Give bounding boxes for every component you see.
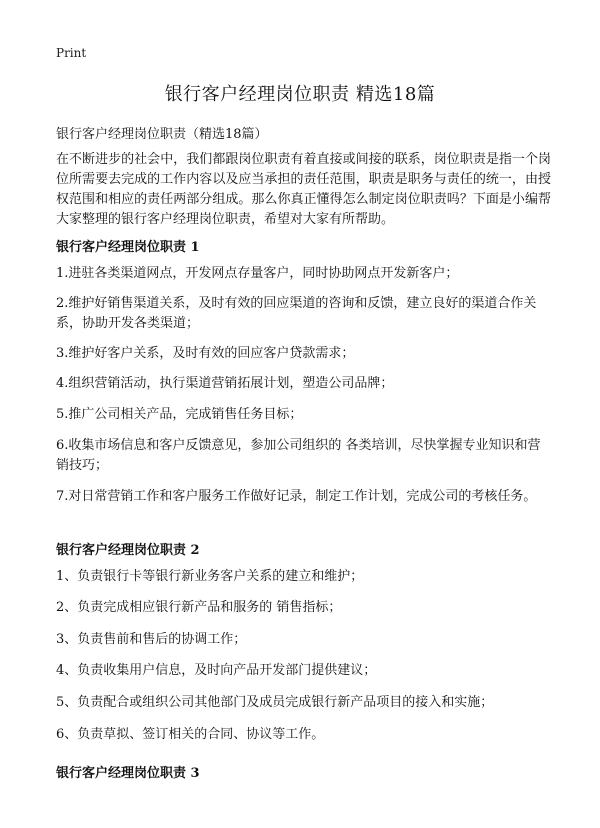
list-item: 1、负责银行卡等银行新业务客户关系的建立和维护； bbox=[56, 569, 364, 584]
list-item: 4.组织营销活动，执行渠道营销拓展计划，塑造公司品牌； bbox=[56, 376, 394, 391]
list-item: 3.维护好客户关系，及时有效的回应客户贷款需求； bbox=[56, 346, 355, 361]
list-item: 1.进驻各类渠道网点，开发网点存量客户，同时协助网点开发新客户； bbox=[56, 266, 459, 281]
list-item: 5.推广公司相关产品，完成销售任务目标； bbox=[56, 407, 303, 422]
list-item: 4、负责收集用户信息，及时向产品开发部门提供建议； bbox=[56, 663, 377, 678]
list-item: 2.维护好销售渠道关系，及时有效的回应渠道的咨询和反馈，建立良好的渠道合作关系，协助开发各类渠道； bbox=[56, 296, 537, 331]
list-item: 5、负责配合或组织公司其他部门及成员完成银行新产品项目的接入和实施； bbox=[56, 695, 494, 710]
section-heading: 银行客户经理岗位职责 1 bbox=[56, 240, 200, 255]
list-item: 3、负责售前和售后的协调工作； bbox=[56, 632, 247, 647]
list-item: 2、负责完成相应银行新产品和服务的 销售指标； bbox=[56, 600, 342, 615]
section-heading: 银行客户经理岗位职责 3 bbox=[56, 766, 200, 781]
document-subtitle: 银行客户经理岗位职责（精选18篇） bbox=[56, 127, 268, 142]
section-heading: 银行客户经理岗位职责 2 bbox=[56, 543, 200, 558]
list-item: 6.收集市场信息和客户反馈意见，参加公司组织的 各类培训，尽快掌握专业知识和营销技巧； bbox=[56, 438, 541, 473]
list-item: 6、负责草拟、签订相关的合同、协议等工作。 bbox=[56, 727, 325, 742]
intro-paragraph: 在不断进步的社会中，我们都跟岗位职责有着直接或间接的联系，岗位职责是指一个岗位所需要去完成的工作内容以及应当承担的责任范围，职责是职务与责任的统一，由授权范围和相应的责任两部分组成。那么你真正懂得怎么制定岗位职责吗？下面是小编帮大家整理的银行客户经理岗位职责，希望对大家有所帮助。 bbox=[56, 152, 551, 227]
document-title: 银行客户经理岗位职责 精选18篇 bbox=[164, 84, 436, 105]
print-label: Print bbox=[56, 46, 87, 60]
list-item: 7.对日常营销工作和客户服务工作做好记录，制定工作计划，完成公司的考核任务。 bbox=[56, 489, 537, 504]
